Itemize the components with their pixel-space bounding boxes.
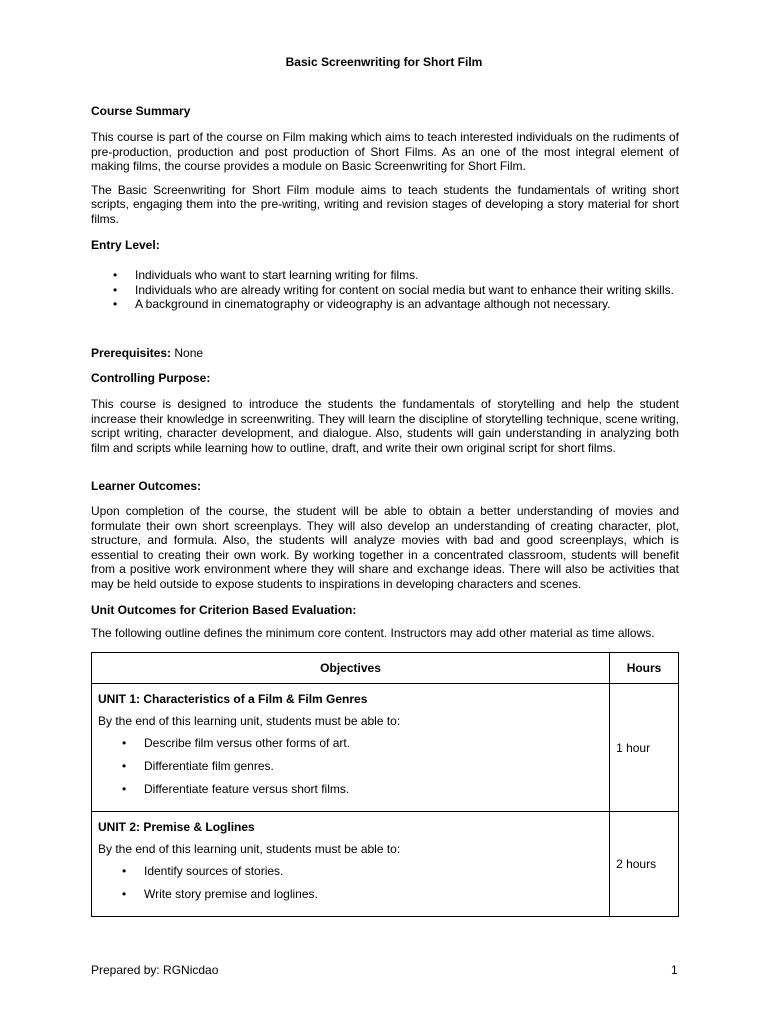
controlling-purpose-text: This course is designed to introduce the students the fundamentals of storytelling and help the student increase their knowledge in screenwriting. They will learn the discipline of storytelling technique, scene writing, script writing, character development, and dialogue. Also, students will gain understanding in analyzing both film and scripts while learning how to outline, draft, and write their own original script for short films. [91,397,679,455]
unit-outcomes-heading: Unit Outcomes for Criterion Based Evaluation: [91,603,357,617]
course-summary-heading: Course Summary [91,104,191,118]
controlling-purpose-heading: Controlling Purpose: [91,371,211,385]
list-item: • Individuals who want to start learning writing for films. [91,268,679,283]
list-item: • Write story premise and loglines. [98,887,603,901]
entry-level-list [91,268,679,312]
list-item: • A background in cinematography or videography is an advantage although not necessary. [91,297,679,312]
unit-2-intro: By the end of this learning unit, students must be able to: [98,842,401,856]
unit-1-list [98,736,603,796]
unit-2-cell [92,812,610,917]
unit-2-list [98,864,603,901]
controlling-purpose-section [91,371,679,455]
table-header-row [92,653,679,684]
prerequisites-label: Prerequisites: [91,346,172,360]
unit-2-hours: 2 hours [610,812,679,917]
course-summary-section [91,104,679,226]
list-item: • Identify sources of stories. [98,864,603,878]
list-item: • Differentiate feature versus short films. [98,782,603,796]
unit-1-title: UNIT 1: Characteristics of a Film & Film Genres [98,692,368,706]
unit-outcomes-intro: The following outline defines the minimum core content. Instructors may add other material as time allows. [91,626,655,640]
list-item: • Differentiate film genres. [98,759,603,773]
hours-header: Hours [610,653,679,684]
course-summary-para-2: The Basic Screenwriting for Short Film module aims to teach students the fundamentals of writing short scripts, engaging them into the pre-writing, writing and revision stages of developing a story material for short films. [91,182,679,226]
course-summary-para-1: This course is part of the course on Film making which aims to teach interested individuals on the rudiments of pre-production, production and post production of Short Films. As an one of the most integral element of making films, the course provides a module on Basic Screenwriting for Short Film. [91,130,679,173]
document-title: Basic Screenwriting for Short Film [285,55,483,69]
entry-level-section [91,238,679,312]
footer-prepared-by: Prepared by: RGNicdao [91,963,219,977]
unit-outcomes-section [91,603,679,641]
unit-1-cell [92,684,610,812]
objectives-table [91,652,679,917]
table-row [92,684,679,812]
page-number: 1 [671,963,678,977]
unit-1-hours: 1 hour [610,684,679,812]
list-item: • Describe film versus other forms of art. [98,736,603,750]
table-row [92,812,679,917]
learner-outcomes-text: Upon completion of the course, the student will be able to obtain a better understanding of movies and formulate their own short screenplays. They will also develop an understanding of creating character, plot, structure, and formula. Also, the students will analyze movies with bad and good screenplays, which is essential to creating their own work. By working together in a concentrated classroom, students will benefit from a positive work environment where they will share and exchange ideas. There will also be activities that may be held outside to expose students to inspirations in developing characters and scenes. [91,504,679,591]
list-item: • Individuals who are already writing for content on social media but want to enhance their writing skills. [91,283,679,298]
entry-level-heading: Entry Level: [91,238,160,252]
prerequisites-value: None [171,346,204,360]
learner-outcomes-section [91,479,679,591]
unit-1-intro: By the end of this learning unit, students must be able to: [98,714,401,728]
objectives-header: Objectives [92,653,610,684]
prerequisites-line [91,346,679,360]
unit-2-title: UNIT 2: Premise & Loglines [98,820,255,834]
learner-outcomes-heading: Learner Outcomes: [91,479,202,493]
